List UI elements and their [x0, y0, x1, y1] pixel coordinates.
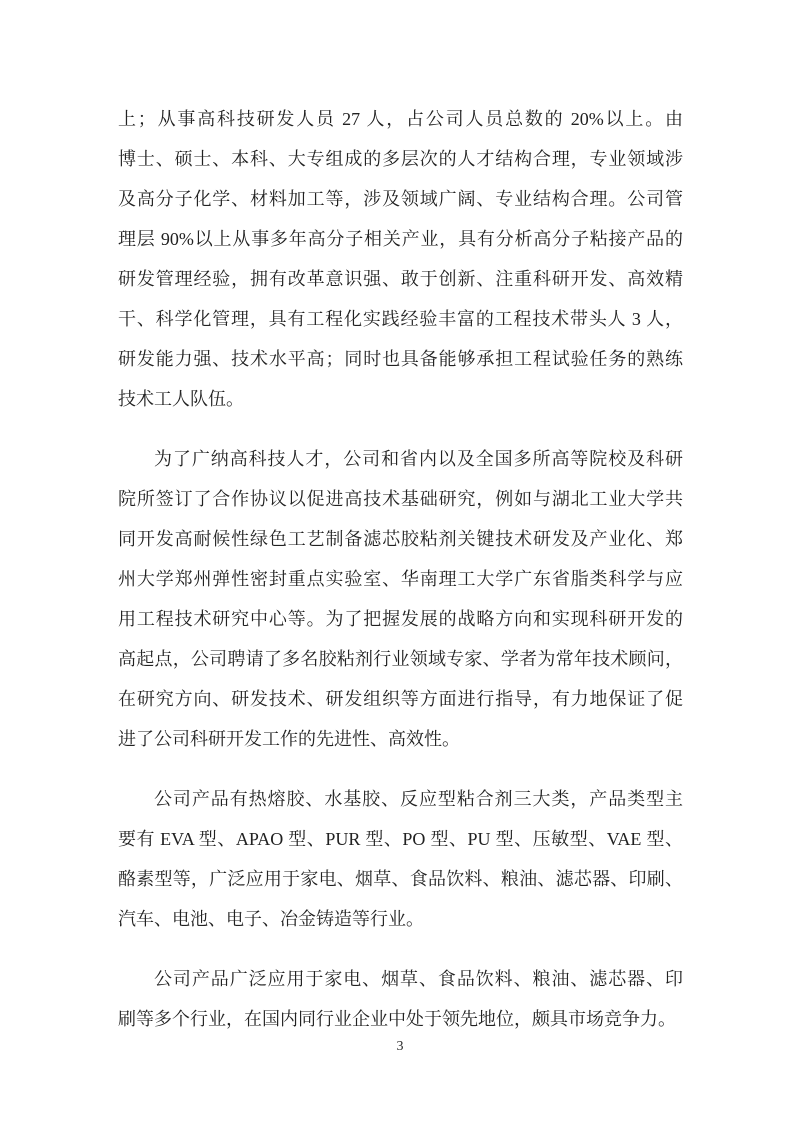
text-line: 要有 EVA 型、APAO 型、PUR 型、PO 型、PU 型、压敏型、VAE 型、 — [118, 829, 683, 849]
text-line: 上；从事高科技研发人员 27 人，占公司人员总数的 20%以上。由 — [118, 109, 683, 129]
text-line: 酪素型等，广泛应用于家电、烟草、食品饮料、粮油、滤芯器、印刷、 — [118, 869, 683, 889]
text-line: 为了广纳高科技人才，公司和省内以及全国多所高等院校及科研 — [154, 449, 683, 469]
text-line: 州大学郑州弹性密封重点实验室、华南理工大学广东省脂类科学与应 — [118, 569, 683, 589]
text-line: 院所签订了合作协议以促进高技术基础研究，例如与湖北工业大学共 — [118, 489, 683, 509]
text-line: 刷等多个行业，在国内同行业企业中处于领先地位，颇具市场竞争力。 — [118, 1009, 676, 1029]
text-line: 技术工人队伍。 — [118, 389, 244, 409]
page-number: 3 — [396, 1039, 404, 1054]
text-line: 研发管理经验，拥有改革意识强、敢于创新、注重科研开发、高效精 — [118, 269, 683, 289]
paragraph — [118, 959, 683, 1039]
text-line: 进了公司科研开发工作的先进性、高效性。 — [118, 729, 460, 749]
paragraph — [118, 439, 683, 759]
text-line: 同开发高耐候性绿色工艺制备滤芯胶粘剂关键技术研发及产业化、郑 — [118, 529, 683, 549]
text-line: 博士、硕士、本科、大专组成的多层次的人才结构合理，专业领域涉 — [118, 149, 683, 169]
text-line: 公司产品有热熔胶、水基胶、反应型粘合剂三大类，产品类型主 — [154, 789, 683, 809]
text-line: 干、科学化管理，具有工程化实践经验丰富的工程技术带头人 3 人， — [118, 309, 683, 329]
page-body — [118, 99, 683, 1059]
paragraph — [118, 779, 683, 939]
text-line: 研发能力强、技术水平高；同时也具备能够承担工程试验任务的熟练 — [118, 349, 683, 369]
text-line: 高起点，公司聘请了多名胶粘剂行业领域专家、学者为常年技术顾问， — [118, 649, 683, 669]
text-line: 及高分子化学、材料加工等，涉及领域广阔、专业结构合理。公司管 — [118, 189, 683, 209]
text-line: 汽车、电池、电子、冶金铸造等行业。 — [118, 909, 424, 929]
text-line: 在研究方向、研发技术、研发组织等方面进行指导，有力地保证了促 — [118, 689, 683, 709]
text-line: 理层 90%以上从事多年高分子相关产业，具有分析高分子粘接产品的 — [118, 229, 683, 249]
text-line: 用工程技术研究中心等。为了把握发展的战略方向和实现科研开发的 — [118, 609, 683, 629]
paragraph — [118, 99, 683, 419]
text-line: 公司产品广泛应用于家电、烟草、食品饮料、粮油、滤芯器、印 — [154, 969, 683, 989]
